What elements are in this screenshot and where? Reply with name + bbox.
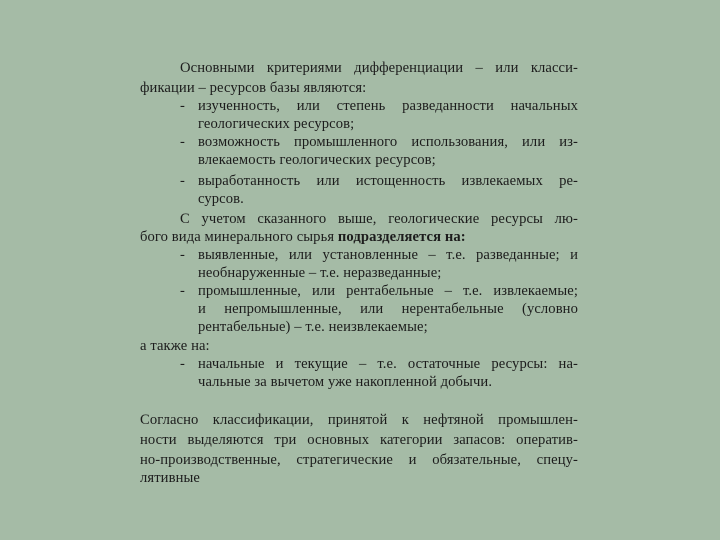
paragraph-3-line-4: лятивные [140,470,200,486]
list-1-item-3-line-1: выработанность или истощенность извлекаемых ре- [198,173,578,189]
list-1-item-2-line-2: влекаемость геологических ресурсов; [198,152,436,168]
list-2-item-2-line-2: и непромышленные, или нерентабельные (условно [198,301,578,317]
paragraph-2-line-2 [140,228,466,246]
list-2-item-2-bullet: - [180,283,185,299]
list-3-item-1-line-1: начальные и текущие – т.е. остаточные ресурсы: на- [198,356,578,372]
also-line: а также на: [140,338,210,354]
list-2-item-1-line-1: выявленные, или установленные – т.е. разведанные; и [198,247,578,263]
list-1-item-2-bullet: - [180,134,185,150]
paragraph-2-line-1: С учетом сказанного выше, геологические ресурсы лю- [180,211,578,227]
list-2-item-1-line-2: необнаруженные – т.е. неразведанные; [198,265,442,281]
list-1-item-1-line-2: геологических ресурсов; [198,116,355,132]
list-1-item-3-bullet: - [180,173,185,189]
list-1-item-1-bullet: - [180,98,185,114]
list-2-item-2-line-3: рентабельные) – т.е. неизвлекаемые; [198,319,428,335]
list-1-item-3-line-2: сурсов. [198,191,244,207]
paragraph-3-line-3: но-производственные, стратегические и обязательные, спецу- [140,452,578,468]
list-1-item-1-line-1: изученность, или степень разведанности начальных [198,98,578,114]
paragraph-3-line-1: Согласно классификации, принятой к нефтяной промышлен- [140,412,578,428]
paragraph-2-bold-phrase: подразделяется на: [337,229,466,245]
paragraph-1-line-1: Основными критериями дифференциации – или класси- [180,60,578,76]
paragraph-3-line-2: ности выделяются три основных категории запасов: оператив- [140,432,578,448]
list-2-item-1-bullet: - [180,247,185,263]
list-1-item-2-line-1: возможность промышленного использования, или из- [198,134,578,150]
list-2-item-2-line-1: промышленные, или рентабельные – т.е. извлекаемые; [198,283,578,299]
list-3-item-1-bullet: - [180,356,185,372]
list-3-item-1-line-2: чальные за вычетом уже накопленной добычи. [198,374,493,390]
paragraph-1-line-2: фикации – ресурсов базы являются: [140,80,367,96]
paragraph-2-line-2-text: бого вида минерального сырья [140,229,338,245]
